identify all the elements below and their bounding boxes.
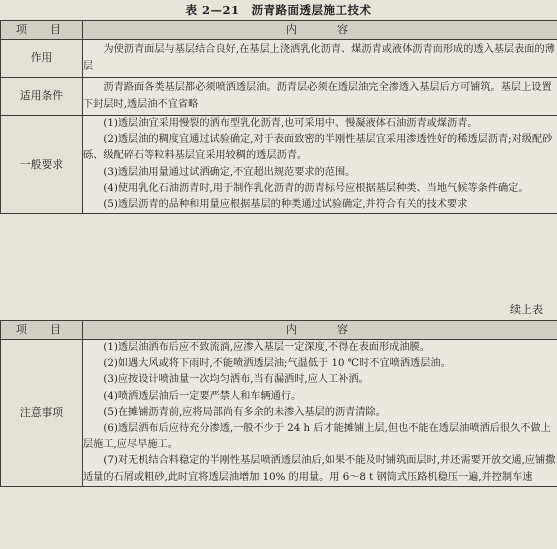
table-caption: 表 2—21 沥青路面透层施工技术 bbox=[185, 3, 372, 17]
header-content: 内 容 bbox=[83, 321, 557, 340]
table-row bbox=[1, 40, 557, 78]
paragraph: (3)应按设计喷油量一次均匀洒布,当有漏洒时,应人工补洒。 bbox=[103, 374, 369, 386]
row-content bbox=[83, 340, 557, 487]
row-label: 注意事项 bbox=[1, 340, 83, 487]
table-row bbox=[1, 340, 557, 487]
continued-table bbox=[0, 320, 557, 487]
continued-caption: 续上表 bbox=[510, 303, 543, 316]
row-label: 适用条件 bbox=[1, 78, 83, 116]
paragraph: (2)如遇大风或将下雨时,不能喷洒透层油;气温低于 10 ℃时不宜喷洒透层油。 bbox=[103, 358, 451, 370]
table-header-row bbox=[1, 321, 557, 340]
paragraph: (5)在摊铺沥青前,应将局部尚有多余的未渗入基层的沥青清除。 bbox=[103, 406, 386, 418]
paragraph: (2)透层油的稠度宜通过试验确定,对于表面致密的半刚性基层宜采用渗透性好的稀透层沥青;对级配砂砾、级配碎石等粒料基层宜采用较稠的透层沥青。 bbox=[83, 134, 553, 162]
paragraph: (4)喷洒透层油后一定要严禁人和车辆通行。 bbox=[103, 390, 302, 402]
paragraph: 沥青路面各类基层都必须喷洒透层油。沥青层必须在透层油完全渗透入基层后方可铺筑。基层上设置下封层时,透层油不宜省略 bbox=[83, 82, 552, 110]
paragraph: (3)透层油用量通过试洒确定,不宜超出规范要求的范围。 bbox=[103, 166, 356, 178]
row-label: 一般要求 bbox=[1, 116, 83, 214]
paragraph: (1)透层油洒布后应不致流淌,应渗入基层一定深度,不得在表面形成油膜。 bbox=[103, 342, 430, 353]
paragraph: 为使沥青面层与基层结合良好,在基层上浇洒乳化沥青、煤沥青或液体沥青而形成的透入基层表面的薄层 bbox=[83, 44, 555, 72]
construction-table bbox=[0, 20, 557, 214]
row-content bbox=[83, 78, 557, 116]
paragraph: (6)透层洒布后应待充分渗透,一般不少于 24 h 后才能摊铺上层,但也不能在透层油喷洒后很久不做上层施工,应尽早施工。 bbox=[83, 423, 551, 451]
row-content bbox=[83, 116, 557, 214]
table-row bbox=[1, 78, 557, 116]
header-item: 项 目 bbox=[1, 21, 83, 40]
header-content: 内 容 bbox=[83, 21, 557, 40]
paragraph: (7)对无机结合料稳定的半刚性基层喷洒透层油后,如果不能及时铺筑面层时,并还需要开放交通,应铺撒适量的石屑或粗砂,此时宜将透层油增加 10% 的用量。用 6～8 t 钢筒式压路机稳压一遍,并控制车速 bbox=[83, 455, 556, 483]
row-label: 作用 bbox=[1, 40, 83, 78]
paragraph: (4)使用乳化石油沥青时,用于制作乳化沥青的沥青标号应根据基层种类、当地气候等条件确定。 bbox=[103, 182, 529, 194]
header-item: 项 目 bbox=[1, 321, 83, 340]
table-header-row bbox=[1, 21, 557, 40]
paragraph: (5)透层沥青的品种和用量应根据基层的种类通过试验确定,并符合有关的技术要求 bbox=[103, 199, 468, 211]
row-content bbox=[83, 40, 557, 78]
paragraph: (1)透层油宜采用慢裂的洒布型乳化沥青,也可采用中、慢凝液体石油沥青或煤沥青。 bbox=[103, 118, 478, 129]
table-row bbox=[1, 116, 557, 214]
